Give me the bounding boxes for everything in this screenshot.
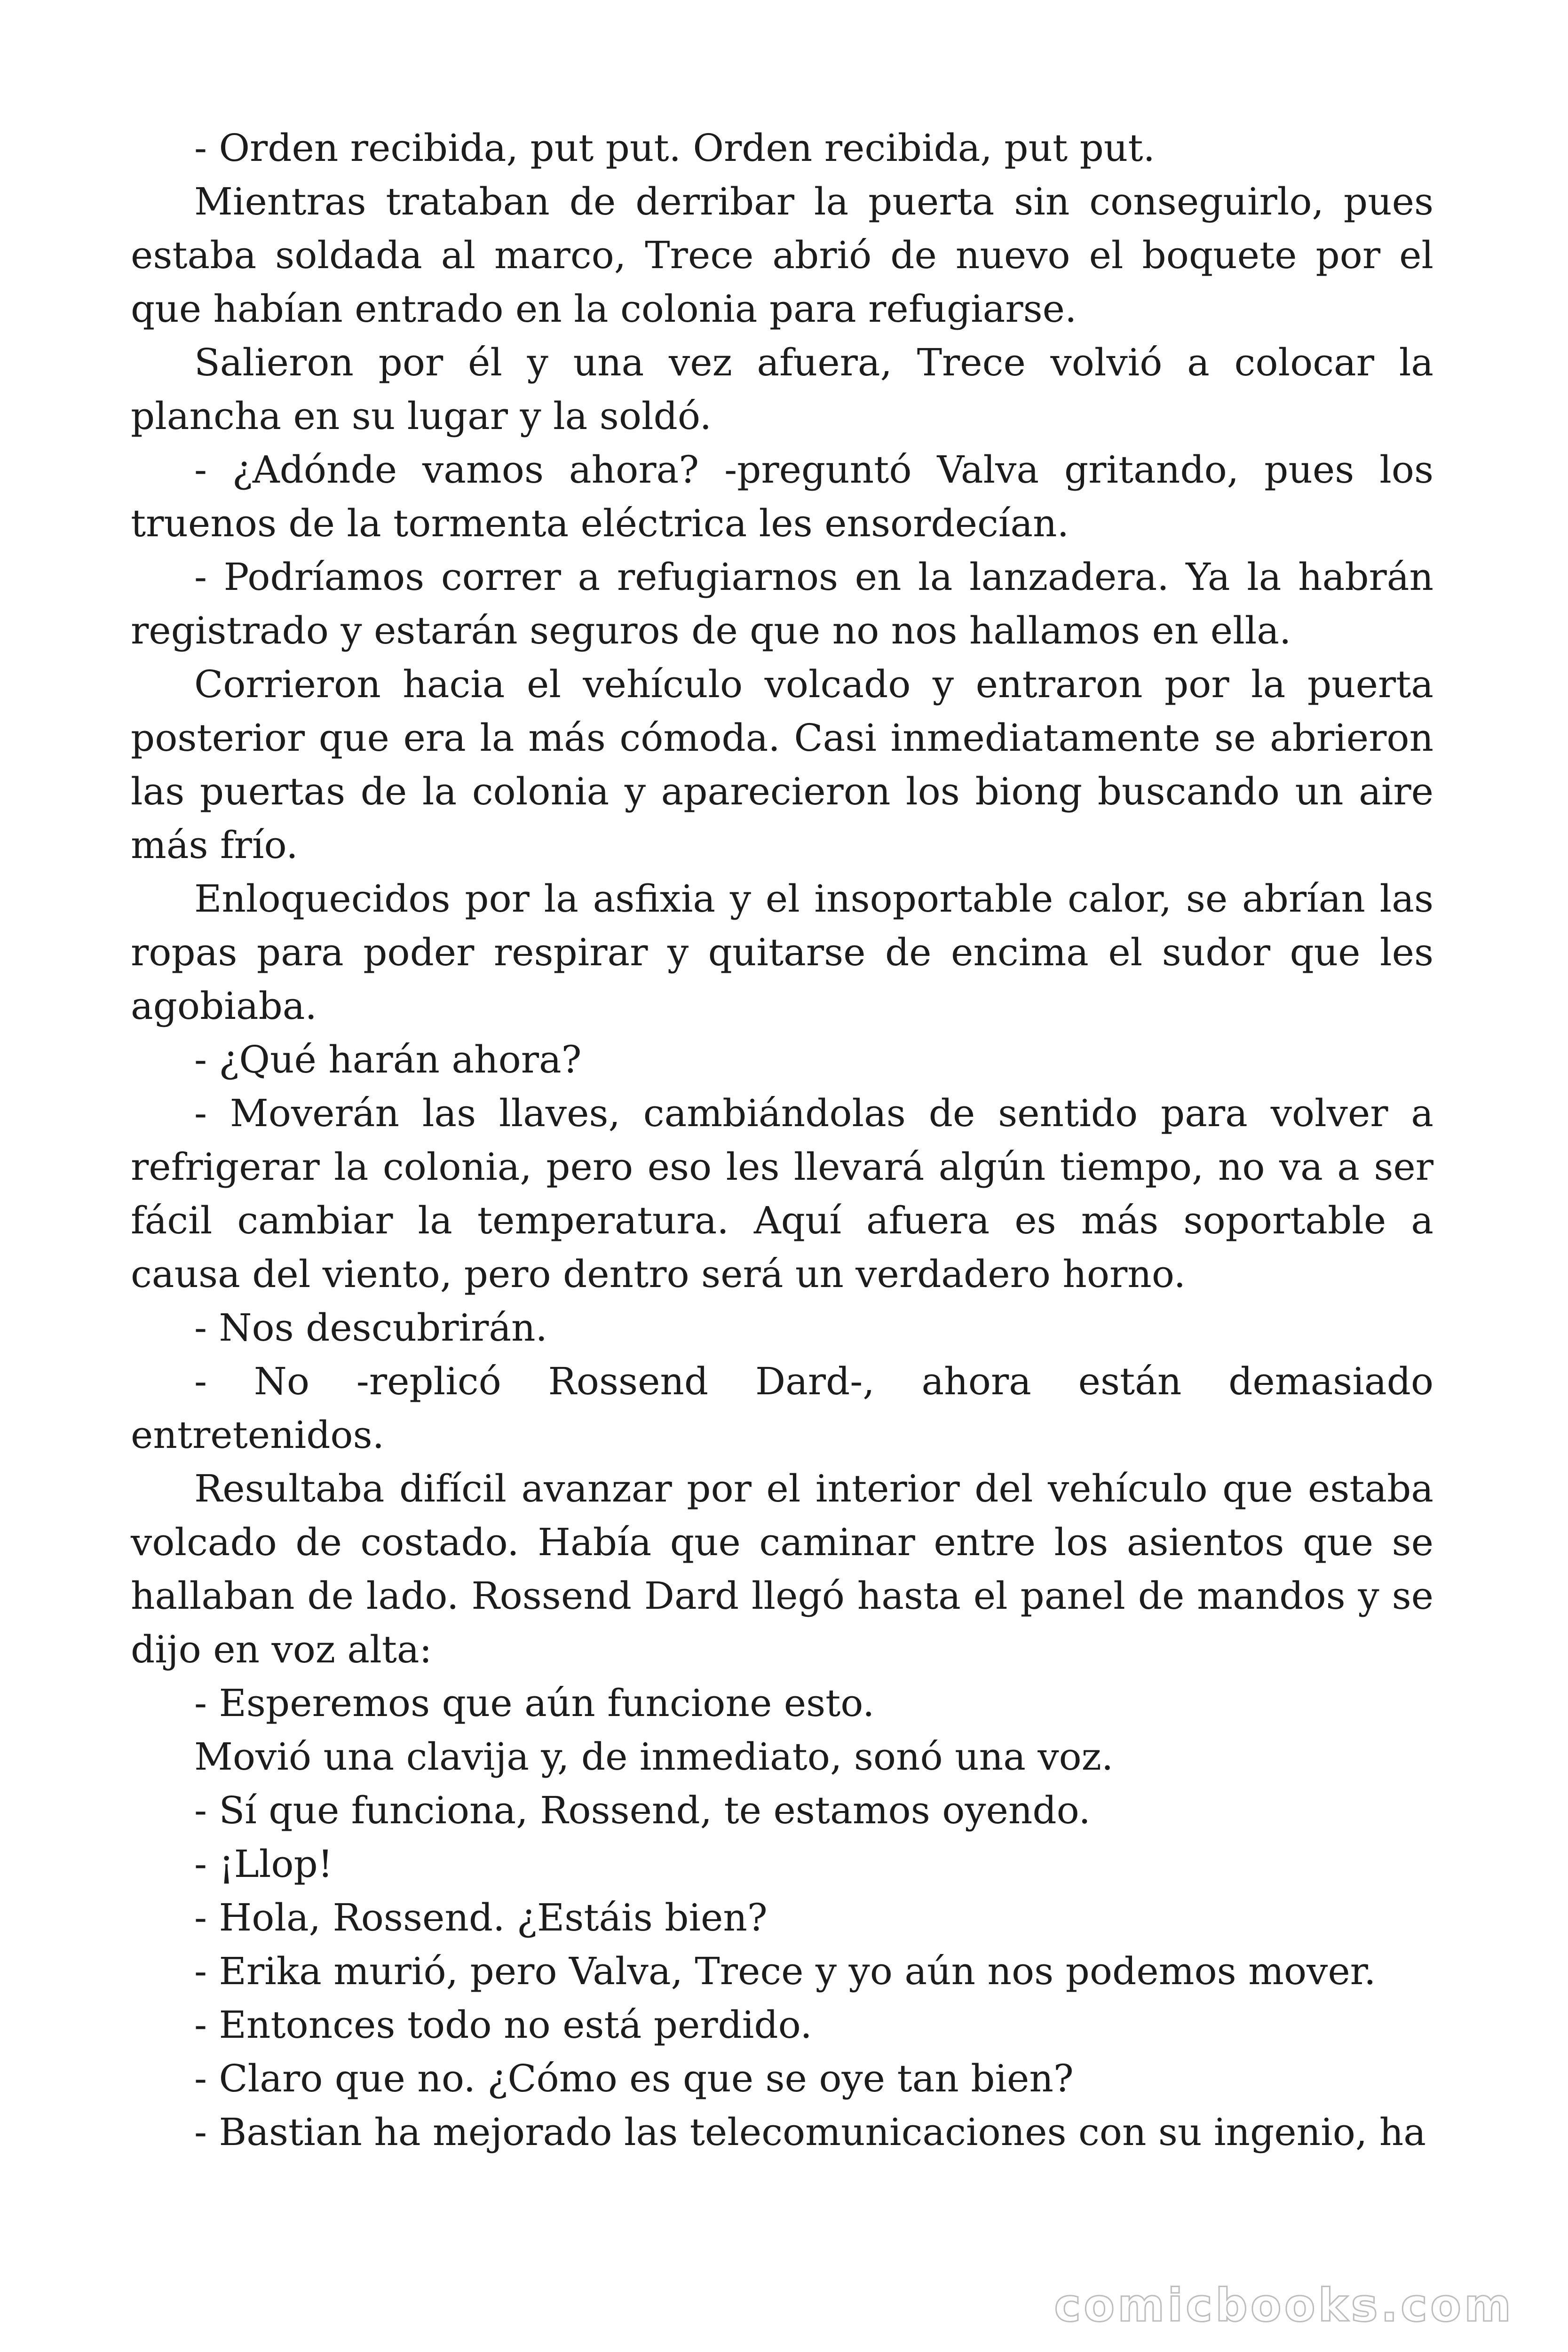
paragraph: Corrieron hacia el vehículo volcado y entraron por la puerta posterior que era la más cómoda. Casi inmediatamente se abrieron las puertas de la colonia y aparecieron los biong buscando un aire más frío. xyxy=(131,662,1433,867)
paragraph: - Bastian ha mejorado las telecomunicaciones con su ingenio, ha xyxy=(194,2110,1426,2154)
paragraph: Enloquecidos por la asfixia y el insoportable calor, se abrían las ropas para poder respirar y quitarse de encima el sudor que les agobiaba. xyxy=(131,877,1433,1028)
paragraph: - Podríamos correr a refugiarnos en la lanzadera. Ya la habrán registrado y estarán seguros de que no nos hallamos en ella. xyxy=(131,555,1433,652)
paragraph: - ¿Adónde vamos ahora? -preguntó Valva gritando, pues los truenos de la tormenta eléctrica les ensordecían. xyxy=(131,448,1433,545)
paragraph: Movió una clavija y, de inmediato, sonó una voz. xyxy=(194,1735,1114,1779)
page-body xyxy=(131,121,1433,2159)
paragraph: - Moverán las llaves, cambiándolas de sentido para volver a refrigerar la colonia, pero eso les llevará algún tiempo, no va a ser fácil cambiar la temperatura. Aquí afuera es más soportable a causa del viento, pero dentro será un verdadero horno. xyxy=(131,1091,1433,1296)
paragraph: - No -replicó Rossend Dard-, ahora están demasiado entretenidos. xyxy=(131,1359,1433,1457)
paragraph: - Hola, Rossend. ¿Estáis bien? xyxy=(194,1896,768,1939)
paragraph: - Claro que no. ¿Cómo es que se oye tan bien? xyxy=(194,2057,1074,2100)
paragraph: - Esperemos que aún funcione esto. xyxy=(194,1681,875,1725)
paragraph: Mientras trataban de derribar la puerta sin conseguirlo, pues estaba soldada al marco, Trece abrió de nuevo el boquete por el que habían entrado en la colonia para refugiarse. xyxy=(131,180,1433,331)
paragraph: Resultaba difícil avanzar por el interior del vehículo que estaba volcado de costado. Había que caminar entre los asientos que se hallaban de lado. Rossend Dard llegó hasta el panel de mandos y se dijo en voz alta: xyxy=(131,1467,1433,1671)
paragraph: - ¿Qué harán ahora? xyxy=(194,1038,582,1081)
paragraph: - Sí que funciona, Rossend, te estamos oyendo. xyxy=(194,1788,1091,1832)
paragraph: - Nos descubrirán. xyxy=(194,1306,547,1350)
paragraph: Salieron por él y una vez afuera, Trece volvió a colocar la plancha en su lugar y la soldó. xyxy=(131,341,1433,438)
paragraph: - Orden recibida, put put. Orden recibida, put put. xyxy=(194,126,1155,170)
paragraph: - ¡Llop! xyxy=(194,1842,333,1886)
paragraph: - Entonces todo no está perdido. xyxy=(194,2003,812,2047)
paragraph: - Erika murió, pero Valva, Trece y yo aún nos podemos mover. xyxy=(194,1949,1376,1993)
watermark-logo: comicbooks.com xyxy=(1054,2279,1514,2332)
